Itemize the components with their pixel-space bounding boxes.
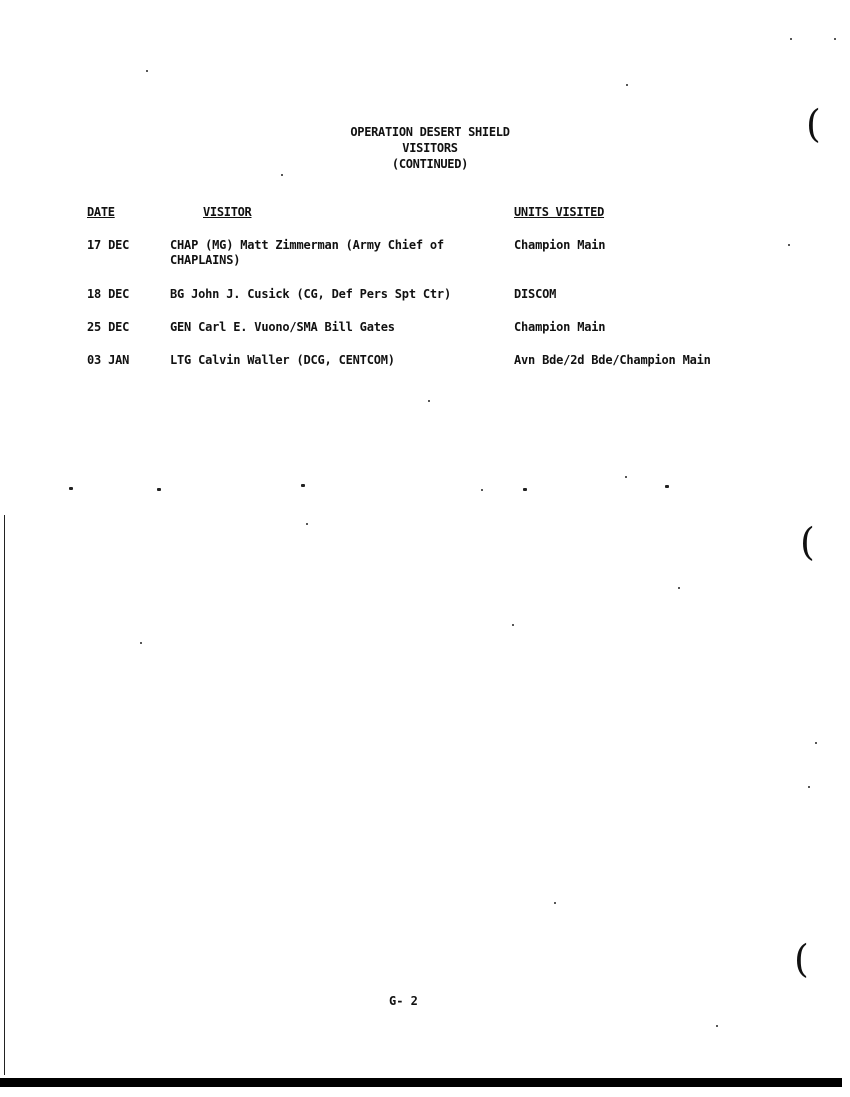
scan-edge-line <box>4 515 5 1075</box>
row-visitor: CHAP (MG) Matt Zimmerman (Army Chief of CHAPLAINS) <box>170 238 444 267</box>
scan-speck <box>481 489 483 491</box>
row-visitor: BG John J. Cusick (CG, Def Pers Spt Ctr) <box>170 287 451 301</box>
scan-speck <box>69 487 73 490</box>
scan-speck <box>625 476 627 478</box>
row-units: Champion Main <box>514 320 606 334</box>
row-units: DISCOM <box>514 287 557 301</box>
row-visitor: LTG Calvin Waller (DCG, CENTCOM) <box>170 353 395 367</box>
document-heading <box>0 124 850 172</box>
scan-bottom-bar <box>0 1078 842 1087</box>
row-date: 25 DEC <box>87 320 130 334</box>
binder-hole-mark: ( <box>794 937 809 981</box>
scan-speck <box>157 488 161 491</box>
row-units: Champion Main <box>514 238 606 252</box>
scan-speck <box>716 1025 718 1027</box>
heading-continued: (CONTINUED) <box>391 157 469 171</box>
scan-speck <box>523 488 527 491</box>
column-header-visitor: VISITOR <box>203 205 252 219</box>
row-date: 17 DEC <box>87 238 130 252</box>
heading-title: OPERATION DESERT SHIELD <box>350 125 510 139</box>
scan-speck <box>834 38 836 40</box>
row-units: Avn Bde/2d Bde/Champion Main <box>514 353 711 367</box>
scan-speck <box>512 624 514 626</box>
scan-speck <box>808 786 810 788</box>
row-date: 18 DEC <box>87 287 130 301</box>
binder-hole-mark: ( <box>806 102 821 146</box>
heading-subtitle: VISITORS <box>402 141 458 155</box>
scan-speck <box>140 642 142 644</box>
row-visitor: GEN Carl E. Vuono/SMA Bill Gates <box>170 320 395 334</box>
scan-speck <box>790 38 792 40</box>
column-header-units: UNITS VISITED <box>514 205 605 219</box>
scan-speck <box>815 742 817 744</box>
scan-speck <box>626 84 628 86</box>
binder-hole-mark: ( <box>800 520 815 564</box>
scan-speck <box>146 70 148 72</box>
scan-speck <box>554 902 556 904</box>
row-date: 03 JAN <box>87 353 130 367</box>
scan-speck <box>678 587 680 589</box>
scan-speck <box>788 244 790 246</box>
scan-speck <box>306 523 308 525</box>
scan-speck <box>428 400 430 402</box>
column-header-date: DATE <box>87 205 115 219</box>
scan-speck <box>301 484 305 487</box>
scan-speck <box>281 174 283 176</box>
page-number: G- 2 <box>389 994 418 1008</box>
scan-speck <box>665 485 669 488</box>
